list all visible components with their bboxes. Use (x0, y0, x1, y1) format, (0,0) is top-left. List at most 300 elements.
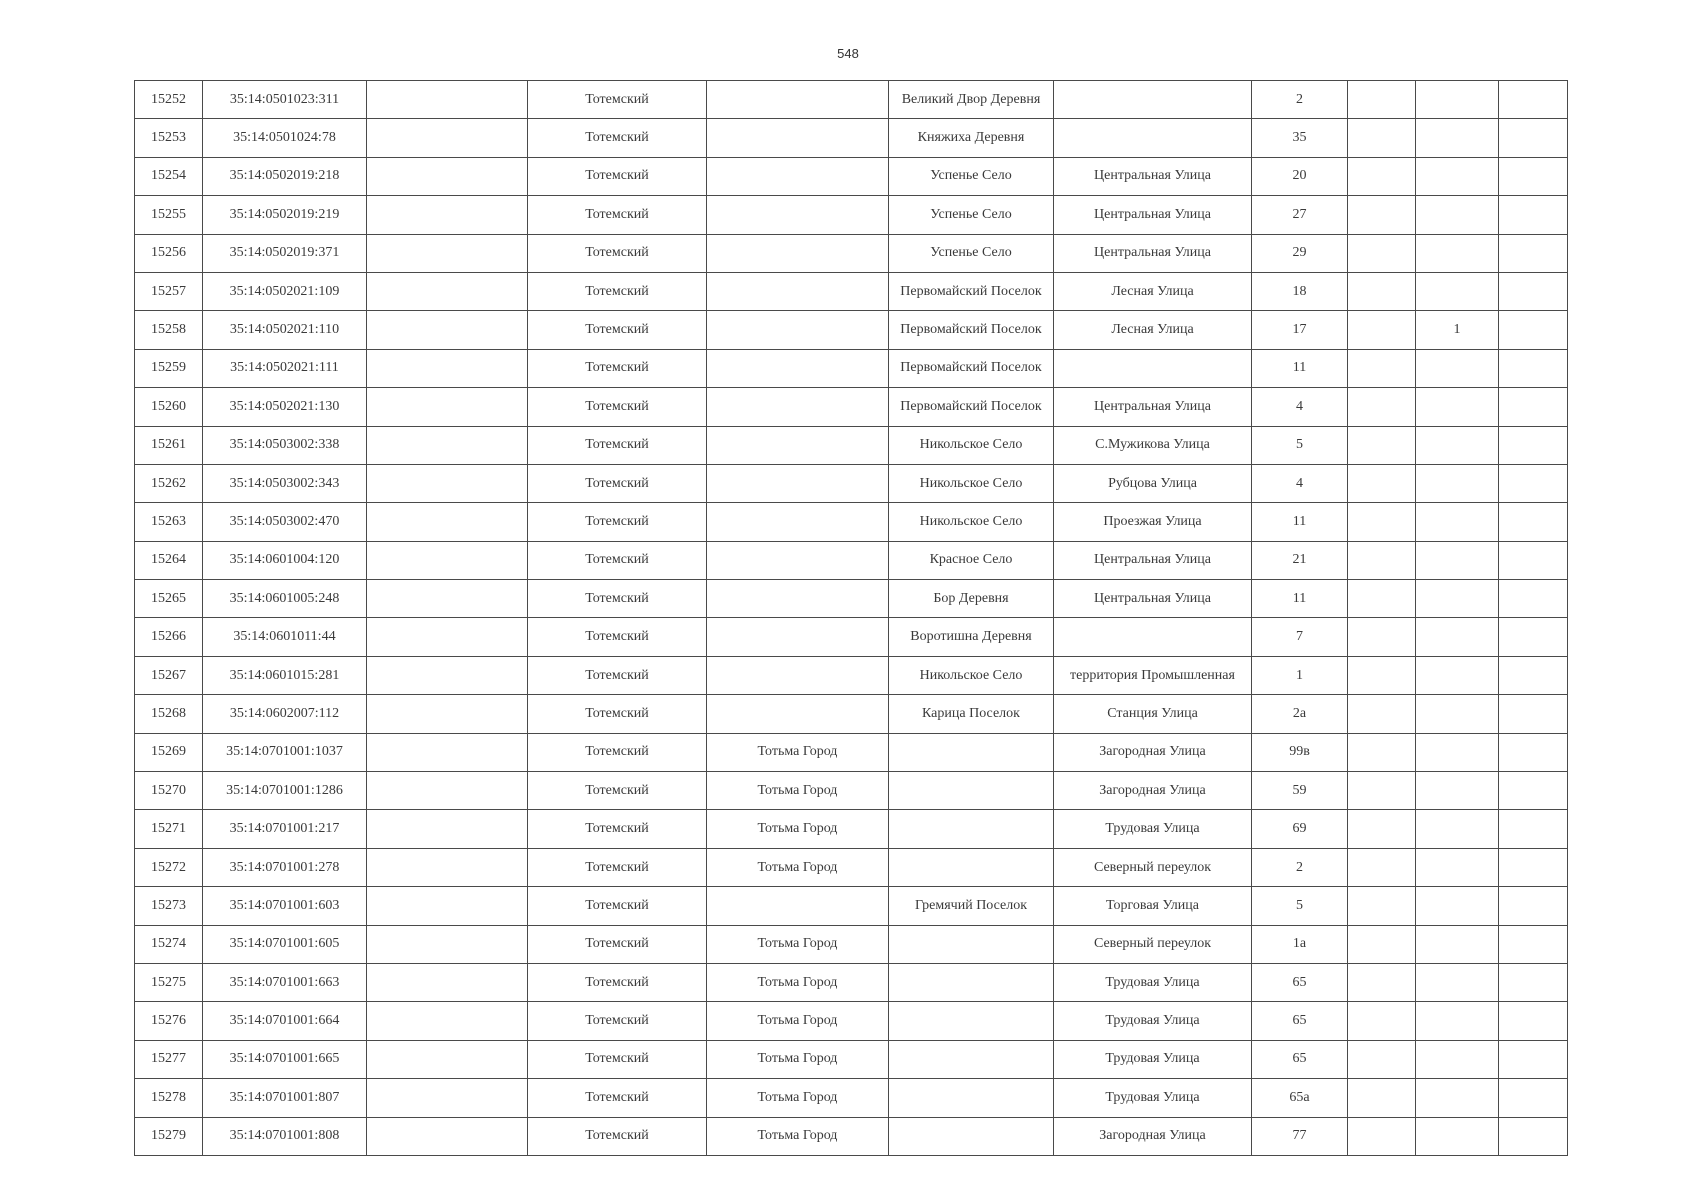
empty-cell (367, 196, 528, 234)
extra-cell-1 (1348, 541, 1416, 579)
city-cell (707, 541, 889, 579)
extra-cell-1 (1348, 887, 1416, 925)
house-number-cell: 11 (1252, 580, 1348, 618)
district-cell: Тотемский (528, 925, 707, 963)
city-cell (707, 119, 889, 157)
district-cell: Тотемский (528, 1079, 707, 1117)
city-cell (707, 311, 889, 349)
cadastral-number-cell: 35:14:0502021:130 (203, 388, 367, 426)
street-cell: Проезжая Улица (1054, 503, 1252, 541)
district-cell: Тотемский (528, 963, 707, 1001)
cadastral-number-cell: 35:14:0701001:1037 (203, 733, 367, 771)
row-number-cell: 15263 (135, 503, 203, 541)
settlement-cell: Успенье Село (889, 157, 1054, 195)
row-number-cell: 15271 (135, 810, 203, 848)
district-cell: Тотемский (528, 656, 707, 694)
empty-cell (367, 503, 528, 541)
house-number-cell: 2 (1252, 81, 1348, 119)
settlement-cell: Первомайский Поселок (889, 311, 1054, 349)
house-number-cell: 4 (1252, 388, 1348, 426)
district-cell: Тотемский (528, 848, 707, 886)
extra-cell-3 (1499, 119, 1568, 157)
table-row (135, 349, 1568, 387)
settlement-cell: Никольское Село (889, 503, 1054, 541)
settlement-cell (889, 925, 1054, 963)
city-cell (707, 426, 889, 464)
extra-cell-1 (1348, 426, 1416, 464)
empty-cell (367, 810, 528, 848)
empty-cell (367, 1117, 528, 1155)
street-cell: Центральная Улица (1054, 388, 1252, 426)
extra-cell-3 (1499, 1040, 1568, 1078)
empty-cell (367, 157, 528, 195)
house-number-cell: 65 (1252, 963, 1348, 1001)
house-number-cell: 18 (1252, 272, 1348, 310)
settlement-cell: Никольское Село (889, 656, 1054, 694)
empty-cell (367, 119, 528, 157)
district-cell: Тотемский (528, 388, 707, 426)
row-number-cell: 15266 (135, 618, 203, 656)
cadastral-number-cell: 35:14:0701001:278 (203, 848, 367, 886)
extra-cell-1 (1348, 733, 1416, 771)
row-number-cell: 15270 (135, 772, 203, 810)
extra-cell-1 (1348, 81, 1416, 119)
table-row (135, 272, 1568, 310)
house-number-cell: 35 (1252, 119, 1348, 157)
street-cell: Трудовая Улица (1054, 1002, 1252, 1040)
empty-cell (367, 772, 528, 810)
district-cell: Тотемский (528, 464, 707, 502)
cadastral-number-cell: 35:14:0701001:665 (203, 1040, 367, 1078)
district-cell: Тотемский (528, 119, 707, 157)
extra-cell-3 (1499, 157, 1568, 195)
extra-cell-1 (1348, 1079, 1416, 1117)
house-number-cell: 11 (1252, 503, 1348, 541)
cadastral-number-cell: 35:14:0601015:281 (203, 656, 367, 694)
extra-cell-3 (1499, 887, 1568, 925)
district-cell: Тотемский (528, 1040, 707, 1078)
table-row (135, 656, 1568, 694)
extra-cell-1 (1348, 695, 1416, 733)
empty-cell (367, 848, 528, 886)
empty-cell (367, 464, 528, 502)
empty-cell (367, 349, 528, 387)
cadastral-number-cell: 35:14:0602007:112 (203, 695, 367, 733)
table-row (135, 1002, 1568, 1040)
page-number: 548 (837, 46, 859, 61)
empty-cell (367, 618, 528, 656)
extra-cell-2 (1416, 1002, 1499, 1040)
row-number-cell: 15264 (135, 541, 203, 579)
table-row (135, 81, 1568, 119)
empty-cell (367, 426, 528, 464)
extra-cell-1 (1348, 388, 1416, 426)
district-cell: Тотемский (528, 1002, 707, 1040)
extra-cell-2 (1416, 272, 1499, 310)
extra-cell-3 (1499, 503, 1568, 541)
row-number-cell: 15267 (135, 656, 203, 694)
settlement-cell: Первомайский Поселок (889, 272, 1054, 310)
extra-cell-3 (1499, 234, 1568, 272)
district-cell: Тотемский (528, 695, 707, 733)
registry-table (134, 80, 1568, 1156)
extra-cell-3 (1499, 349, 1568, 387)
extra-cell-2 (1416, 1079, 1499, 1117)
cadastral-number-cell: 35:14:0502019:218 (203, 157, 367, 195)
city-cell: Тотьма Город (707, 733, 889, 771)
extra-cell-3 (1499, 311, 1568, 349)
settlement-cell: Успенье Село (889, 234, 1054, 272)
extra-cell-1 (1348, 464, 1416, 502)
empty-cell (367, 963, 528, 1001)
extra-cell-2 (1416, 1117, 1499, 1155)
extra-cell-2 (1416, 887, 1499, 925)
table-row (135, 541, 1568, 579)
extra-cell-3 (1499, 426, 1568, 464)
row-number-cell: 15257 (135, 272, 203, 310)
city-cell (707, 349, 889, 387)
row-number-cell: 15259 (135, 349, 203, 387)
district-cell: Тотемский (528, 272, 707, 310)
cadastral-number-cell: 35:14:0701001:1286 (203, 772, 367, 810)
extra-cell-2 (1416, 426, 1499, 464)
house-number-cell: 7 (1252, 618, 1348, 656)
city-cell: Тотьма Город (707, 1079, 889, 1117)
house-number-cell: 5 (1252, 887, 1348, 925)
city-cell: Тотьма Город (707, 963, 889, 1001)
district-cell: Тотемский (528, 810, 707, 848)
city-cell (707, 81, 889, 119)
district-cell: Тотемский (528, 81, 707, 119)
table-row (135, 733, 1568, 771)
extra-cell-2 (1416, 695, 1499, 733)
city-cell: Тотьма Город (707, 848, 889, 886)
extra-cell-2 (1416, 119, 1499, 157)
table-row (135, 119, 1568, 157)
table-row (135, 196, 1568, 234)
cadastral-number-cell: 35:14:0502021:110 (203, 311, 367, 349)
cadastral-number-cell: 35:14:0501024:78 (203, 119, 367, 157)
row-number-cell: 15272 (135, 848, 203, 886)
cadastral-number-cell: 35:14:0701001:217 (203, 810, 367, 848)
settlement-cell: Первомайский Поселок (889, 349, 1054, 387)
extra-cell-3 (1499, 81, 1568, 119)
cadastral-number-cell: 35:14:0503002:470 (203, 503, 367, 541)
city-cell: Тотьма Город (707, 1002, 889, 1040)
table-row (135, 1040, 1568, 1078)
extra-cell-1 (1348, 119, 1416, 157)
row-number-cell: 15273 (135, 887, 203, 925)
extra-cell-1 (1348, 157, 1416, 195)
row-number-cell: 15260 (135, 388, 203, 426)
city-cell (707, 618, 889, 656)
extra-cell-1 (1348, 272, 1416, 310)
row-number-cell: 15255 (135, 196, 203, 234)
settlement-cell (889, 733, 1054, 771)
extra-cell-1 (1348, 772, 1416, 810)
settlement-cell (889, 963, 1054, 1001)
district-cell: Тотемский (528, 618, 707, 656)
table-row (135, 234, 1568, 272)
city-cell: Тотьма Город (707, 925, 889, 963)
house-number-cell: 77 (1252, 1117, 1348, 1155)
empty-cell (367, 580, 528, 618)
extra-cell-2 (1416, 464, 1499, 502)
empty-cell (367, 1002, 528, 1040)
extra-cell-1 (1348, 311, 1416, 349)
empty-cell (367, 1079, 528, 1117)
extra-cell-2 (1416, 157, 1499, 195)
table-row (135, 810, 1568, 848)
street-cell: Станция Улица (1054, 695, 1252, 733)
settlement-cell: Успенье Село (889, 196, 1054, 234)
settlement-cell: Княжиха Деревня (889, 119, 1054, 157)
cadastral-number-cell: 35:14:0701001:664 (203, 1002, 367, 1040)
extra-cell-1 (1348, 580, 1416, 618)
street-cell: Центральная Улица (1054, 196, 1252, 234)
street-cell: Трудовая Улица (1054, 810, 1252, 848)
extra-cell-3 (1499, 388, 1568, 426)
street-cell: Рубцова Улица (1054, 464, 1252, 502)
city-cell (707, 234, 889, 272)
city-cell (707, 157, 889, 195)
street-cell: Лесная Улица (1054, 272, 1252, 310)
extra-cell-3 (1499, 580, 1568, 618)
house-number-cell: 21 (1252, 541, 1348, 579)
settlement-cell (889, 810, 1054, 848)
table-row (135, 580, 1568, 618)
extra-cell-3 (1499, 848, 1568, 886)
extra-cell-2 (1416, 618, 1499, 656)
cadastral-number-cell: 35:14:0601011:44 (203, 618, 367, 656)
extra-cell-1 (1348, 349, 1416, 387)
row-number-cell: 15268 (135, 695, 203, 733)
extra-cell-3 (1499, 1079, 1568, 1117)
row-number-cell: 15258 (135, 311, 203, 349)
cadastral-number-cell: 35:14:0701001:663 (203, 963, 367, 1001)
extra-cell-2: 1 (1416, 311, 1499, 349)
street-cell: территория Промышленная (1054, 656, 1252, 694)
district-cell: Тотемский (528, 503, 707, 541)
row-number-cell: 15254 (135, 157, 203, 195)
settlement-cell (889, 1002, 1054, 1040)
extra-cell-1 (1348, 196, 1416, 234)
empty-cell (367, 234, 528, 272)
extra-cell-3 (1499, 963, 1568, 1001)
street-cell (1054, 349, 1252, 387)
city-cell (707, 388, 889, 426)
extra-cell-3 (1499, 695, 1568, 733)
cadastral-number-cell: 35:14:0502021:109 (203, 272, 367, 310)
house-number-cell: 5 (1252, 426, 1348, 464)
row-number-cell: 15276 (135, 1002, 203, 1040)
house-number-cell: 20 (1252, 157, 1348, 195)
street-cell (1054, 618, 1252, 656)
extra-cell-3 (1499, 196, 1568, 234)
street-cell (1054, 119, 1252, 157)
street-cell: Северный переулок (1054, 925, 1252, 963)
settlement-cell: Карица Поселок (889, 695, 1054, 733)
house-number-cell: 1 (1252, 656, 1348, 694)
row-number-cell: 15269 (135, 733, 203, 771)
settlement-cell: Воротишна Деревня (889, 618, 1054, 656)
house-number-cell: 11 (1252, 349, 1348, 387)
extra-cell-1 (1348, 963, 1416, 1001)
district-cell: Тотемский (528, 349, 707, 387)
extra-cell-2 (1416, 541, 1499, 579)
street-cell: Трудовая Улица (1054, 963, 1252, 1001)
extra-cell-1 (1348, 656, 1416, 694)
cadastral-number-cell: 35:14:0502021:111 (203, 349, 367, 387)
house-number-cell: 65а (1252, 1079, 1348, 1117)
table-row (135, 963, 1568, 1001)
empty-cell (367, 1040, 528, 1078)
house-number-cell: 69 (1252, 810, 1348, 848)
empty-cell (367, 272, 528, 310)
extra-cell-1 (1348, 810, 1416, 848)
table-row (135, 1079, 1568, 1117)
extra-cell-2 (1416, 1040, 1499, 1078)
extra-cell-3 (1499, 272, 1568, 310)
street-cell: Центральная Улица (1054, 580, 1252, 618)
settlement-cell: Великий Двор Деревня (889, 81, 1054, 119)
extra-cell-2 (1416, 388, 1499, 426)
street-cell: Центральная Улица (1054, 234, 1252, 272)
street-cell: Торговая Улица (1054, 887, 1252, 925)
street-cell: Центральная Улица (1054, 541, 1252, 579)
table-row (135, 772, 1568, 810)
house-number-cell: 29 (1252, 234, 1348, 272)
extra-cell-2 (1416, 81, 1499, 119)
extra-cell-2 (1416, 810, 1499, 848)
extra-cell-3 (1499, 810, 1568, 848)
street-cell: С.Мужикова Улица (1054, 426, 1252, 464)
extra-cell-3 (1499, 733, 1568, 771)
city-cell (707, 695, 889, 733)
district-cell: Тотемский (528, 733, 707, 771)
extra-cell-1 (1348, 234, 1416, 272)
city-cell (707, 656, 889, 694)
empty-cell (367, 695, 528, 733)
extra-cell-2 (1416, 925, 1499, 963)
table-row (135, 695, 1568, 733)
empty-cell (367, 388, 528, 426)
extra-cell-2 (1416, 349, 1499, 387)
district-cell: Тотемский (528, 887, 707, 925)
street-cell: Загородная Улица (1054, 733, 1252, 771)
empty-cell (367, 541, 528, 579)
row-number-cell: 15275 (135, 963, 203, 1001)
district-cell: Тотемский (528, 196, 707, 234)
row-number-cell: 15278 (135, 1079, 203, 1117)
table-row (135, 925, 1568, 963)
extra-cell-3 (1499, 1002, 1568, 1040)
table-row (135, 1117, 1568, 1155)
empty-cell (367, 311, 528, 349)
table-row (135, 848, 1568, 886)
city-cell: Тотьма Город (707, 772, 889, 810)
street-cell: Центральная Улица (1054, 157, 1252, 195)
extra-cell-2 (1416, 234, 1499, 272)
house-number-cell: 65 (1252, 1040, 1348, 1078)
extra-cell-2 (1416, 848, 1499, 886)
table-body (135, 81, 1568, 1156)
extra-cell-2 (1416, 963, 1499, 1001)
empty-cell (367, 887, 528, 925)
cadastral-number-cell: 35:14:0502019:219 (203, 196, 367, 234)
city-cell (707, 887, 889, 925)
street-cell: Загородная Улица (1054, 1117, 1252, 1155)
cadastral-number-cell: 35:14:0701001:603 (203, 887, 367, 925)
cadastral-number-cell: 35:14:0601004:120 (203, 541, 367, 579)
extra-cell-2 (1416, 656, 1499, 694)
street-cell: Загородная Улица (1054, 772, 1252, 810)
row-number-cell: 15265 (135, 580, 203, 618)
district-cell: Тотемский (528, 157, 707, 195)
extra-cell-2 (1416, 503, 1499, 541)
extra-cell-2 (1416, 772, 1499, 810)
extra-cell-3 (1499, 925, 1568, 963)
row-number-cell: 15274 (135, 925, 203, 963)
empty-cell (367, 925, 528, 963)
house-number-cell: 1а (1252, 925, 1348, 963)
row-number-cell: 15252 (135, 81, 203, 119)
street-cell: Трудовая Улица (1054, 1040, 1252, 1078)
extra-cell-2 (1416, 733, 1499, 771)
table-row (135, 311, 1568, 349)
city-cell (707, 580, 889, 618)
extra-cell-1 (1348, 1002, 1416, 1040)
house-number-cell: 17 (1252, 311, 1348, 349)
settlement-cell (889, 1117, 1054, 1155)
table-row (135, 157, 1568, 195)
settlement-cell (889, 848, 1054, 886)
row-number-cell: 15253 (135, 119, 203, 157)
house-number-cell: 4 (1252, 464, 1348, 502)
house-number-cell: 65 (1252, 1002, 1348, 1040)
house-number-cell: 27 (1252, 196, 1348, 234)
empty-cell (367, 81, 528, 119)
cadastral-number-cell: 35:14:0701001:807 (203, 1079, 367, 1117)
cadastral-number-cell: 35:14:0503002:343 (203, 464, 367, 502)
row-number-cell: 15262 (135, 464, 203, 502)
city-cell (707, 503, 889, 541)
extra-cell-3 (1499, 656, 1568, 694)
city-cell (707, 464, 889, 502)
table-row (135, 503, 1568, 541)
extra-cell-2 (1416, 196, 1499, 234)
street-cell (1054, 81, 1252, 119)
house-number-cell: 99в (1252, 733, 1348, 771)
cadastral-number-cell: 35:14:0503002:338 (203, 426, 367, 464)
settlement-cell: Никольское Село (889, 426, 1054, 464)
row-number-cell: 15279 (135, 1117, 203, 1155)
extra-cell-3 (1499, 1117, 1568, 1155)
row-number-cell: 15277 (135, 1040, 203, 1078)
district-cell: Тотемский (528, 580, 707, 618)
house-number-cell: 59 (1252, 772, 1348, 810)
house-number-cell: 2 (1252, 848, 1348, 886)
table-row (135, 426, 1568, 464)
city-cell (707, 272, 889, 310)
table-row (135, 464, 1568, 502)
extra-cell-3 (1499, 464, 1568, 502)
city-cell (707, 196, 889, 234)
district-cell: Тотемский (528, 772, 707, 810)
extra-cell-1 (1348, 503, 1416, 541)
extra-cell-3 (1499, 541, 1568, 579)
settlement-cell (889, 1079, 1054, 1117)
